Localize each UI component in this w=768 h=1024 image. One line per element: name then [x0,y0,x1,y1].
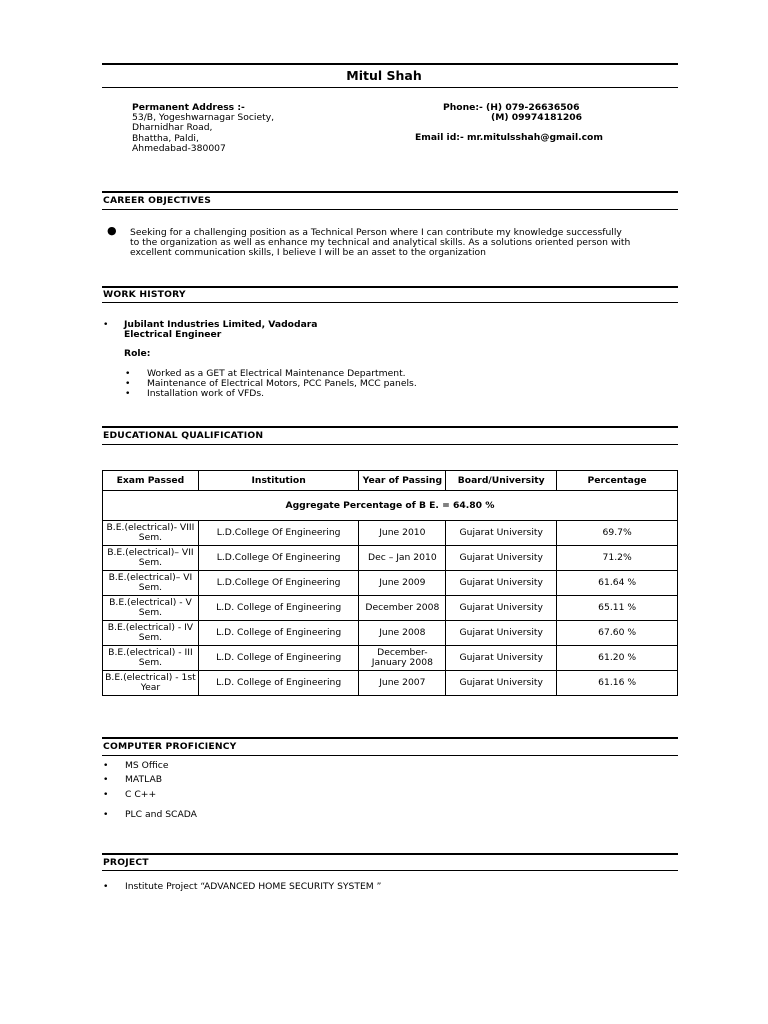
table-row [103,621,678,646]
phone-home: Phone:- (H) 079-26636506 [443,102,580,113]
exam-cell: B.E.(electrical) - III Sem. [103,646,199,671]
column-header: Board/University [446,471,557,491]
percentage-cell: 67.60 % [557,621,678,646]
address-line: Ahmedabad-380007 [132,142,226,154]
duty-bullet-icon: • [125,368,131,379]
phone-mobile: (M) 09974181206 [491,112,583,123]
section-rule [102,853,678,855]
name-rule [102,87,678,88]
address-label: Permanent Address :- [132,102,245,113]
board-cell: Gujarat University [446,621,557,646]
institution-cell: L.D.College Of Engineering [198,546,359,571]
section-rule [102,302,678,303]
year-cell: June 2007 [359,671,446,696]
work-title: Electrical Engineer [124,329,222,340]
institution-cell: L.D.College Of Engineering [198,521,359,546]
year-cell: Dec – Jan 2010 [359,546,446,571]
board-cell: Gujarat University [446,646,557,671]
work-company: Jubilant Industries Limited, Vadodara [124,319,318,330]
year-cell: June 2009 [359,571,446,596]
candidate-name: Mitul Shah [346,68,422,83]
institution-cell: L.D. College of Engineering [198,621,359,646]
skill-item: C C++ [125,789,157,800]
project-bullet-icon: • [103,881,109,892]
section-rule [102,286,678,288]
work-heading: WORK HISTORY [103,289,186,300]
exam-cell: B.E.(electrical)- VIII Sem. [103,521,199,546]
skill-bullet-icon: • [103,809,109,820]
year-cell: June 2010 [359,521,446,546]
address-line: 53/B, Yogeshwarnagar Society, [132,112,275,124]
duty-item: Worked as a GET at Electrical Maintenance Department. [147,368,406,379]
board-cell: Gujarat University [446,571,557,596]
institution-cell: L.D. College of Engineering [198,671,359,696]
table-row [103,646,678,671]
section-rule [102,737,678,739]
career-line: Seeking for a challenging position as a Technical Person where I can contribute my knowledge successfully [130,227,622,238]
section-rule [102,209,678,210]
aggregate-row [103,491,678,521]
section-rule [102,444,678,445]
board-cell: Gujarat University [446,521,557,546]
percentage-cell: 65.11 % [557,596,678,621]
skill-item: MATLAB [125,774,163,785]
column-header: Percentage [557,471,678,491]
career-heading: CAREER OBJECTIVES [103,195,212,206]
project-heading: PROJECT [103,857,149,868]
exam-cell: B.E.(electrical)– VI Sem. [103,571,199,596]
skill-item: PLC and SCADA [125,809,197,820]
work-bullet-icon: • [103,319,109,330]
section-rule [102,426,678,428]
skill-item: MS Office [125,760,169,771]
exam-cell: B.E.(electrical)– VII Sem. [103,546,199,571]
institution-cell: L.D.College Of Engineering [198,571,359,596]
table-row [103,571,678,596]
skill-bullet-icon: • [103,774,109,785]
career-line: to the organization as well as enhance my technical and analytical skills. As a solutions oriented person with [130,237,631,249]
year-cell: June 2008 [359,621,446,646]
career-line: excellent communication skills, I believe I will be an asset to the organization [130,247,486,259]
exam-cell: B.E.(electrical) - IV Sem. [103,621,199,646]
duty-bullet-icon: • [125,378,131,389]
table-row [103,596,678,621]
career-text [130,228,630,259]
table-row [103,521,678,546]
aggregate-cell: Aggregate Percentage of B E. = 64.80 % [103,491,678,521]
education-table [102,470,678,696]
career-bullet-icon: ● [107,224,117,237]
table-row [103,671,678,696]
table-header-row [103,471,678,491]
work-role-label: Role: [124,348,151,359]
section-rule [102,870,678,871]
address-line: Bhattha, Paldi, [132,132,199,144]
duty-item: Maintenance of Electrical Motors, PCC Panels, MCC panels. [147,378,417,389]
column-header: Year of Passing [359,471,446,491]
section-rule [102,755,678,756]
percentage-cell: 61.64 % [557,571,678,596]
duty-item: Installation work of VFDs. [147,388,265,399]
year-cell: December 2008 [359,596,446,621]
skill-bullet-icon: • [103,789,109,800]
column-header: Exam Passed [103,471,199,491]
email-line[interactable]: Email id:- mr.mitulsshah@gmail.com [415,132,603,143]
board-cell: Gujarat University [446,596,557,621]
board-cell: Gujarat University [446,546,557,571]
table-row [103,546,678,571]
skill-bullet-icon: • [103,760,109,771]
address-block [132,103,274,154]
institution-cell: L.D. College of Engineering [198,646,359,671]
education-heading: EDUCATIONAL QUALIFICATION [103,430,264,441]
duty-bullet-icon: • [125,388,131,399]
top-rule [102,63,678,65]
percentage-cell: 61.16 % [557,671,678,696]
percentage-cell: 61.20 % [557,646,678,671]
computer-heading: COMPUTER PROFICIENCY [103,741,237,752]
project-item: Institute Project “ADVANCED HOME SECURITY SYSTEM ” [125,881,382,892]
column-header: Institution [198,471,359,491]
address-line: Dharnidhar Road, [132,122,213,134]
exam-cell: B.E.(electrical) - V Sem. [103,596,199,621]
percentage-cell: 71.2% [557,546,678,571]
section-rule [102,191,678,193]
percentage-cell: 69.7% [557,521,678,546]
exam-cell: B.E.(electrical) - 1st Year [103,671,199,696]
year-cell: December- January 2008 [359,646,446,671]
board-cell: Gujarat University [446,671,557,696]
institution-cell: L.D. College of Engineering [198,596,359,621]
